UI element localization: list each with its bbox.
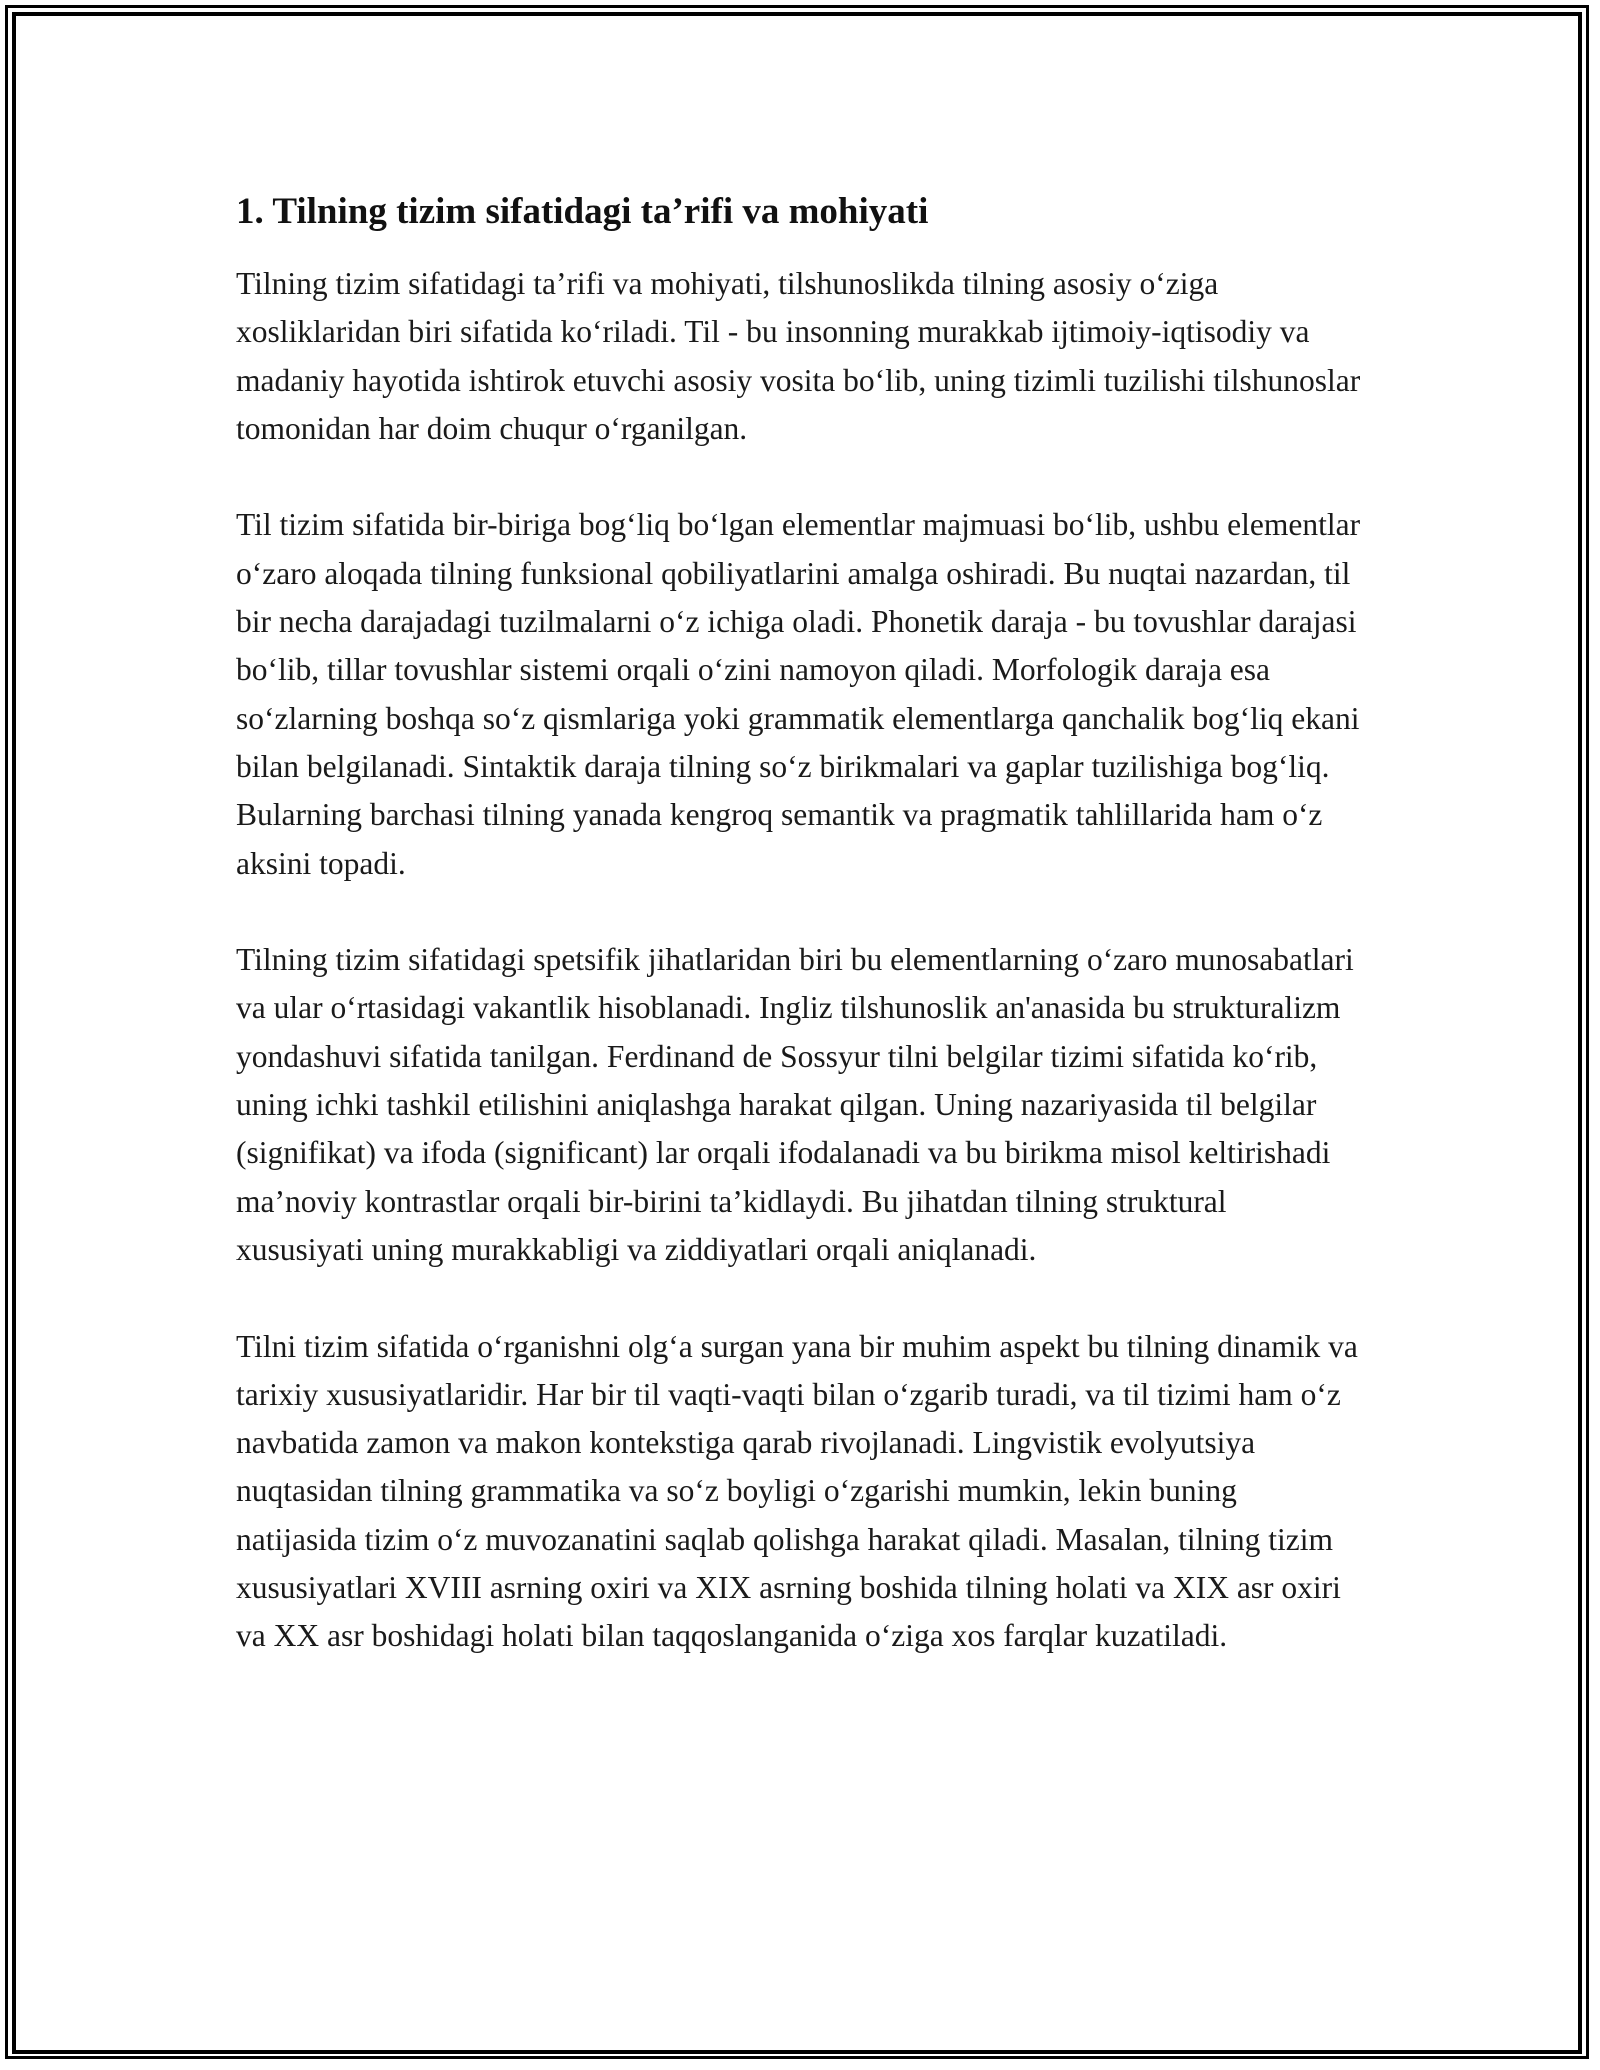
section-title: 1. Tilning tizim sifatidagi ta’rifi va mohiyati	[236, 191, 929, 232]
paragraph-3: Tilning tizim sifatidagi spetsifik jihatlaridan biri bu elementlarning o‘zaro munosabatlari va ular o‘rtasidagi vakantlik hisoblanadi. Ingliz tilshunoslik an'anasida bu strukturalizm yondashuvi sifatida tanilgan. Ferdinand de Sossyur tilni belgilar tizimi sifatida ko‘rib, uning ichki tashkil etilishini aniqlashga harakat qilgan. Uning nazariyasida til belgilar (signifikat) va ifoda (significant) lar orqali ifodalanadi va bu birikma misol keltirishadi ma’noviy kontrastlar orqali bir-birini ta’kidlaydi. Bu jihatdan tilning struktural xususiyati uning murakkabligi va ziddiyatlari orqali aniqlanadi.	[236, 942, 1354, 1267]
document-body	[236, 188, 1361, 1709]
paragraph-2: Til tizim sifatida bir-biriga bog‘liq bo‘lgan elementlar majmuasi bo‘lib, ushbu elementlar o‘zaro aloqada tilning funksional qobiliyatlarini amalga oshiradi. Bu nuqtai nazardan, til bir necha darajadagi tuzilmalarni o‘z ichiga oladi. Phonetik daraja - bu tovushlar darajasi bo‘lib, tillar tovushlar sistemi orqali o‘zini namoyon qiladi. Morfologik daraja esa so‘zlarning boshqa so‘z qismlariga yoki grammatik elementlarga qanchalik bog‘liq ekani bilan belgilanadi. Sintaktik daraja tilning so‘z birikmalari va gaplar tuzilishiga bog‘liq. Bularning barchasi tilning yanada kengroq semantik va pragmatik tahlillarida ham o‘z aksini topadi.	[236, 507, 1361, 881]
paragraph-4: Tilni tizim sifatida o‘rganishni olg‘a surgan yana bir muhim aspekt bu tilning dinamik va tarixiy xususiyatlaridir. Har bir til vaqti-vaqti bilan o‘zgarib turadi, va til tizimi ham o‘z navbatida zamon va makon kontekstiga qarab rivojlanadi. Lingvistik evolyutsiya nuqtasidan tilning grammatika va so‘z boyligi o‘zgarishi mumkin, lekin buning natijasida tizim o‘z muvozanatini saqlab qolishga harakat qiladi. Masalan, tilning tizim xususiyatlari XVIII asrning oxiri va XIX asrning boshida tilning holati va XIX asr oxiri va XX asr boshidagi holati bilan taqqoslanganida o‘ziga xos farqlar kuzatiladi.	[236, 1328, 1358, 1654]
paragraph-1: Tilning tizim sifatidagi ta’rifi va mohiyati, tilshunoslikda tilning asosiy o‘ziga xosliklaridan biri sifatida ko‘riladi. Til - bu insonning murakkab ijtimoiy-iqtisodiy va madaniy hayotida ishtirok etuvchi asosiy vosita bo‘lib, uning tizimli tuzilishi tilshunoslar tomonidan har doim chuqur o‘rganilgan.	[236, 266, 1361, 446]
